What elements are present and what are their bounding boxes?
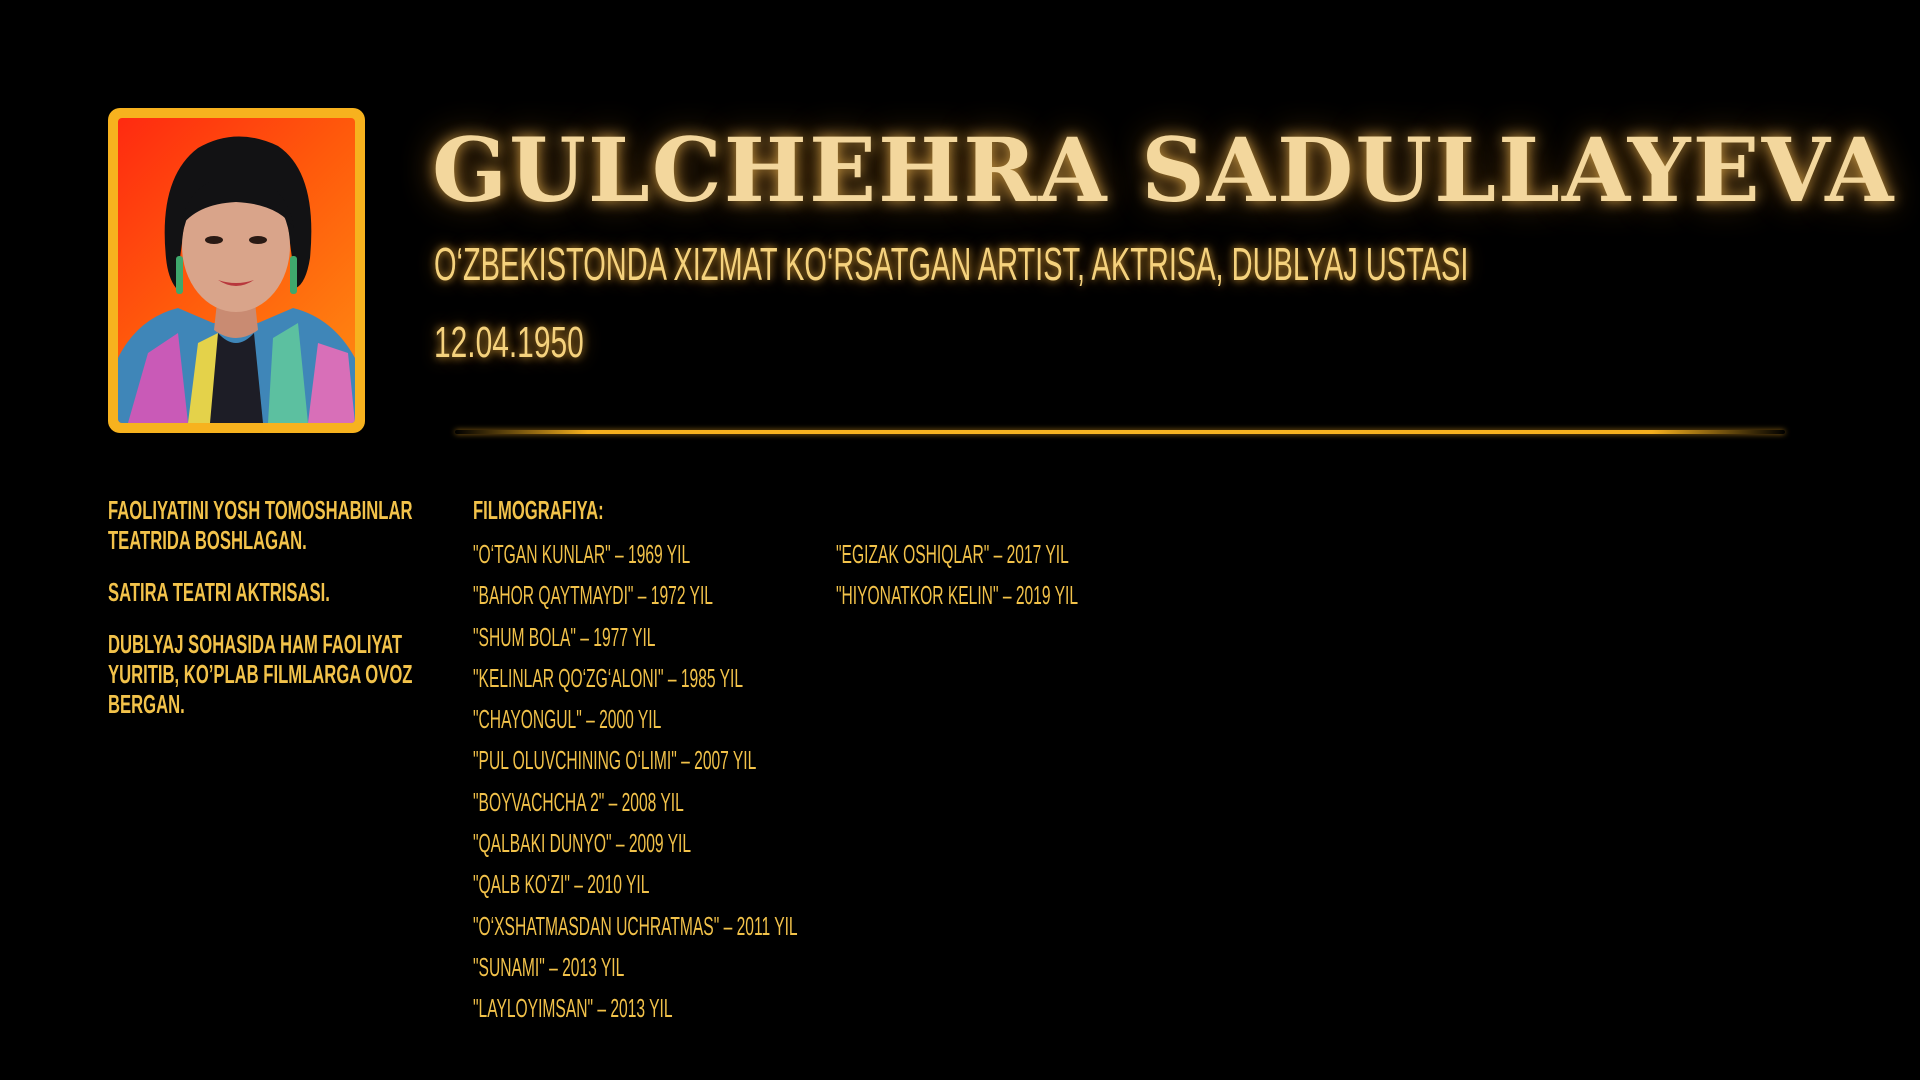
film-item: "BOYVACHCHA 2" – 2008 YIL [473,786,684,817]
film-item: "CHAYONGUL" – 2000 YIL [473,704,662,735]
film-item: "LAYLOYIMSAN" – 2013 YIL [473,993,673,1024]
film-item: "EGIZAK OSHIQLAR" – 2017 YIL [836,539,1069,569]
film-item: "SHUM BOLA" – 1977 YIL [473,621,656,652]
subtitle: O‘ZBEKISTONDA XIZMAT KO‘RSATGAN ARTIST, AKTRISA, DUBLYAJ USTASI [434,238,1469,290]
portrait-frame [108,108,365,433]
film-item: "QALBAKI DUNYO" – 2009 YIL [473,828,692,859]
bio-paragraph: DUBLYAJ SOHASIDA HAM FAOLIYAT YURITIB, KO’PLAB FILMLARGA OVOZ BERGAN. [108,629,413,719]
film-item: "PUL OLUVCHINING O‘LIMI" – 2007 YIL [473,745,757,776]
bio-paragraph: SATIRA TEATRI AKTRISASI. [108,577,330,607]
film-item: "BAHOR QAYTMAYDI" – 1972 YIL [473,580,713,611]
film-item: "SUNAMI" – 2013 YIL [473,951,625,982]
bio-paragraph: FAOLIYATINI YOSH TOMOSHABINLAR TEATRIDA BOSHLAGAN. [108,495,413,555]
film-item: "QALB KO‘ZI" – 2010 YIL [473,869,650,900]
film-item: "O‘TGAN KUNLAR" – 1969 YIL [473,539,691,569]
film-item: "O‘XSHATMASDAN UCHRATMAS" – 2011 YIL [473,910,798,941]
birth-date: 12.04.1950 [434,318,584,367]
portrait-photo [118,118,355,423]
filmography-column-1 [473,534,798,1030]
bio-section [108,495,415,741]
film-item: "KELINLAR QO‘ZG‘ALONI" – 1985 YIL [473,662,744,693]
filmography-column-2 [836,534,1078,617]
filmography-heading: FILMOGRAFIYA: [473,495,604,525]
page-title: GULCHEHRA SADULLAYEVA [432,118,1896,222]
film-item: "HIYONATKOR KELIN" – 2019 YIL [836,580,1079,611]
portrait-icon [118,118,355,423]
divider [455,430,1785,434]
